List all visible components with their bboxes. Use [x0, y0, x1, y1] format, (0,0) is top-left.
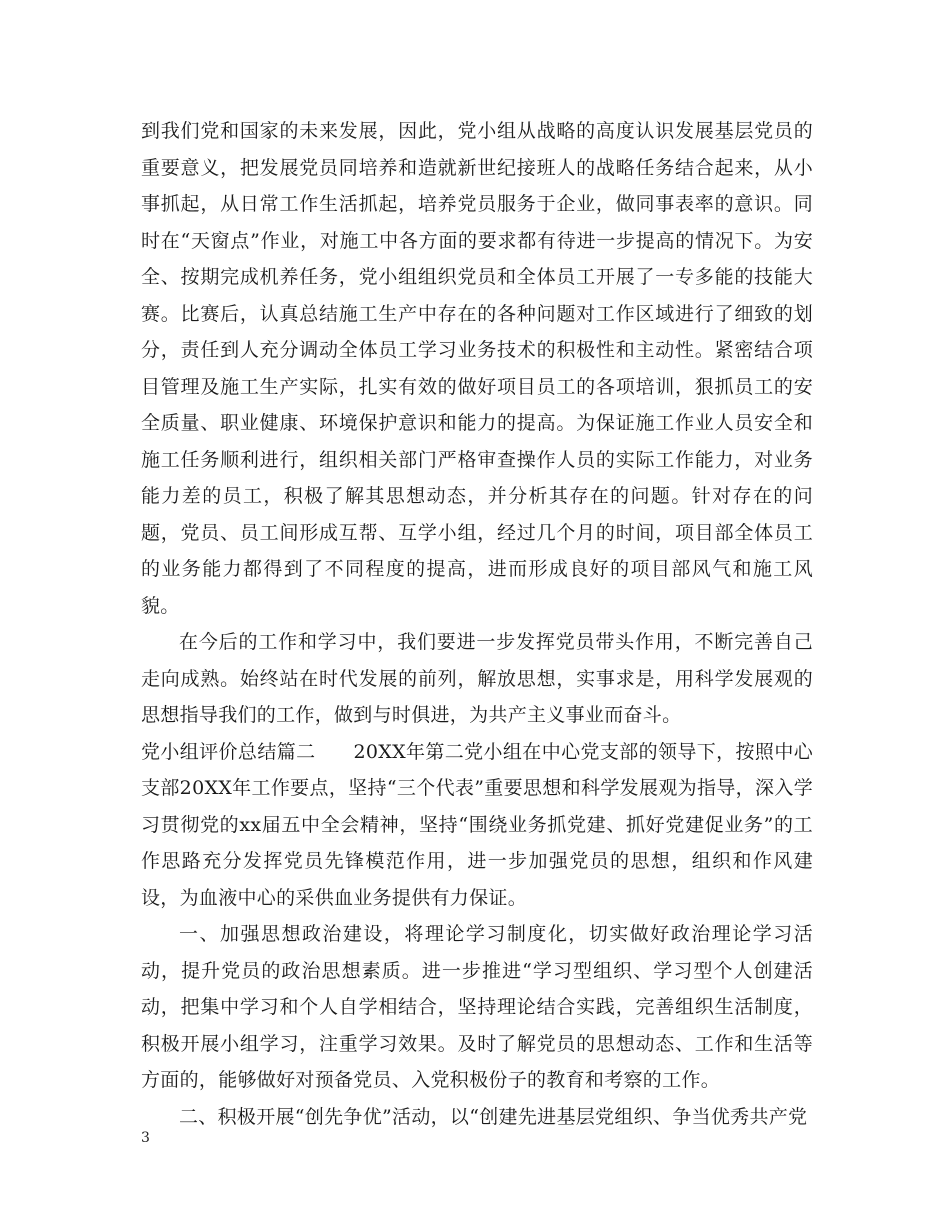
document-body — [141, 113, 813, 1135]
paragraph-4: 二、积极开展“创先争优”活动，以“创建先进基层党组织、争当优秀共产党 — [179, 1105, 808, 1128]
section-heading: 党小组评价总结篇二 — [141, 740, 316, 763]
paragraph-3: 一、加强思想政治建设，将理论学习制度化，切实做好政治理论学习活动，提升党员的政治思想素质。进一步推进“学习型组织、学习型个人创建活动，把集中学习和个人自学相结合，坚持理论结合实践，完善组织生活制度，积极开展小组学习，注重学习效果。及时了解党员的思想动态、工作和生活等方面的，能够做好对预备党员、入党积极份子的教育和考察的工作。 — [141, 923, 813, 1091]
paragraph-1: 到我们党和国家的未来发展，因此，党小组从战略的高度认识发展基层党员的重要意义，把发展党员同培养和造就新世纪接班人的战略任务结合起来，从小事抓起，从日常工作生活抓起，培养党员服务于企业，做同事表率的意识。同时在“天窗点”作业，对施工中各方面的要求都有待进一步提高的情况下。为安全、按期完成机养任务，党小组组织党员和全体员工开展了一专多能的技能大赛。比赛后，认真总结施工生产中存在的各种问题对工作区域进行了细致的划分，责任到人充分调动全体员工学习业务技术的积极性和主动性。紧密结合项目管理及施工生产实际，扎实有效的做好项目员工的各项培训，狠抓员工的安全质量、职业健康、环境保护意识和能力的提高。为保证施工作业人员安全和施工任务顺利进行，组织相关部门严格审查操作人员的实际工作能力，对业务能力差的员工，积极了解其思想动态，并分析其存在的问题。针对存在的问题，党员、员工间形成互帮、互学小组，经过几个月的时间，项目部全体员工的业务能力都得到了不同程度的提高，进而形成良好的项目部风气和施工风貌。 — [141, 120, 813, 617]
section-paragraph — [141, 734, 813, 917]
page-number: 3 — [141, 1130, 150, 1146]
section-intro: 20XX年第二党小组在中心党支部的领导下，按照中心支部20XX年工作要点，坚持“三个代表”重要思想和科学发展观为指导，深入学习贯彻党的xx届五中全会精神，坚持“围绕业务抓党建、抓好党建促业务”的工作思路充分发挥党员先锋模范作用，进一步加强党员的思想，组织和作风建设，为血液中心的采供血业务提供有力保证。 — [141, 740, 814, 909]
paragraph-2: 在今后的工作和学习中，我们要进一步发挥党员带头作用，不断完善自己走向成熟。始终站在时代发展的前列，解放思想，实事求是，用科学发展观的思想指导我们的工作，做到与时俱进，为共产主义事业而奋斗。 — [141, 631, 813, 726]
